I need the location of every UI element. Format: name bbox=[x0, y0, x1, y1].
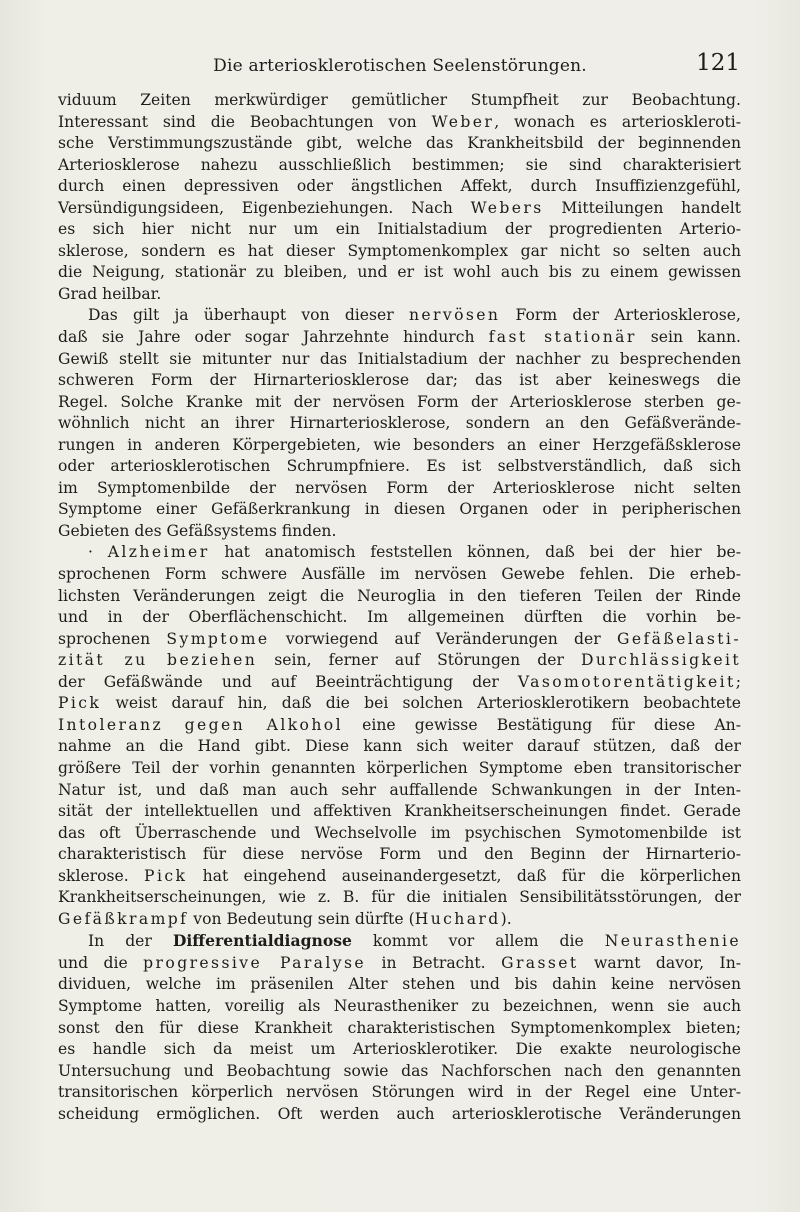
text-segment: hat eingehend auseinandergesetzt, daß für die körperlichen bbox=[187, 866, 741, 885]
text-segment: von Bedeutung sein dürfte ( bbox=[188, 909, 415, 928]
text-segment: größere Teil der vorhin genannten körperlichen Symptome eben transitorischer bbox=[58, 758, 741, 777]
text-segment: Grad heilbar. bbox=[58, 284, 162, 303]
text-segment: sklerose, sondern es hat dieser Symptomenkomplex gar nicht so selten auch bbox=[58, 241, 741, 260]
text-line bbox=[58, 715, 741, 737]
text-line bbox=[58, 1018, 741, 1040]
text-segment: Regel. Solche Kranke mit der nervösen Form der Arteriosklerose sterben ge- bbox=[58, 392, 741, 411]
text-line bbox=[58, 413, 741, 435]
text-segment: die Neigung, stationär zu bleiben, und er ist wohl auch bis zu einem gewissen bbox=[58, 263, 741, 282]
text-segment: transitorischen körperlich nervösen Störungen wird in der Regel eine Unter- bbox=[58, 1083, 741, 1102]
text-segment: daß sie Jahre oder sogar Jahrzehnte hindurch bbox=[58, 328, 489, 347]
body-text bbox=[58, 90, 741, 1125]
text-segment: sität der intellektuellen und affektiven Krankheitserscheinungen findet. Gerade bbox=[58, 802, 741, 821]
running-title: Die arteriosklerotischen Seelenstörungen. bbox=[213, 56, 587, 76]
text-segment: es handle sich da meist um Arteriosklerotiker. Die exakte neurologische bbox=[58, 1040, 741, 1059]
text-segment: eine gewisse Bestätigung für diese An- bbox=[342, 715, 741, 734]
text-line bbox=[58, 176, 741, 198]
text-segment: das oft Überraschende und Wechselvolle im psychischen Symotomenbilde ist bbox=[58, 823, 741, 842]
emphasized-text: zität zu beziehen bbox=[58, 651, 258, 670]
emphasized-text: Symptome bbox=[166, 629, 270, 648]
emphasized-text: Durchlässigkeit bbox=[581, 651, 741, 670]
text-line bbox=[58, 478, 741, 500]
text-line bbox=[58, 693, 741, 715]
emphasized-text: fast stationär bbox=[488, 328, 637, 347]
text-line bbox=[58, 1082, 741, 1104]
text-line bbox=[58, 672, 741, 694]
text-line bbox=[58, 844, 741, 866]
emphasized-text: Huchard bbox=[414, 909, 501, 928]
text-segment: Gewiß stellt sie mitunter nur das Initialstadium der nachher zu besprechenden bbox=[58, 349, 741, 368]
text-segment: ). bbox=[500, 909, 512, 928]
text-segment: Arteriosklerose nahezu ausschließlich bestimmen; sie sind charakterisiert bbox=[58, 155, 741, 174]
emphasized-text: Pick bbox=[144, 866, 188, 885]
page-number: 121 bbox=[696, 50, 740, 76]
text-line bbox=[58, 909, 741, 931]
text-segment: Gebieten des Gefäßsystems finden. bbox=[58, 521, 337, 540]
text-line bbox=[58, 241, 741, 263]
emphasized-text: Pick bbox=[58, 694, 102, 713]
text-segment: In der bbox=[88, 932, 173, 951]
text-segment: ; bbox=[735, 672, 741, 691]
emphasized-text: Alzheimer bbox=[107, 543, 210, 562]
emphasized-text: Gefäßelasti- bbox=[616, 629, 741, 648]
text-line bbox=[58, 456, 741, 478]
text-line bbox=[58, 780, 741, 802]
text-line bbox=[58, 866, 741, 888]
text-line bbox=[58, 499, 741, 521]
text-segment: sche Verstimmungszustände gibt, welche das Krankheitsbild der beginnenden bbox=[58, 134, 741, 153]
text-line bbox=[58, 284, 741, 306]
text-segment: sprochenen bbox=[58, 629, 167, 648]
text-line bbox=[58, 155, 741, 177]
text-segment: vorwiegend auf Veränderungen der bbox=[269, 629, 617, 648]
text-line bbox=[58, 542, 741, 564]
text-segment: viduum Zeiten merkwürdiger gemütlicher Stumpfheit zur Beobachtung. bbox=[58, 91, 741, 109]
text-line bbox=[58, 198, 741, 220]
text-line bbox=[58, 327, 741, 349]
emphasized-text: nervösen bbox=[408, 306, 501, 325]
text-line bbox=[58, 435, 741, 457]
emphasized-text: Webers bbox=[470, 198, 544, 217]
text-line bbox=[58, 90, 741, 112]
emphasized-text: Gefäßkrampf bbox=[58, 909, 189, 928]
text-line bbox=[58, 801, 741, 823]
text-segment: Symptome einer Gefäßerkrankung in diesen Organen oder in peripherischen bbox=[58, 500, 741, 519]
text-segment: und die bbox=[58, 953, 144, 972]
emphasized-text: Weber bbox=[431, 112, 495, 131]
text-segment: sein kann. bbox=[636, 328, 741, 347]
text-segment: Das gilt ja überhaupt von dieser bbox=[88, 306, 409, 325]
text-line bbox=[58, 607, 741, 629]
text-line bbox=[58, 996, 741, 1018]
text-segment: dividuen, welche im präsenilen Alter stehen und bis dahin keine nervösen bbox=[58, 975, 741, 994]
text-segment: und in der Oberflächenschicht. Im allgemeinen dürften die vorhin be- bbox=[58, 608, 741, 627]
text-line bbox=[58, 370, 741, 392]
text-segment: weist darauf hin, daß die bei solchen Arteriosklerotikern beobachtete bbox=[101, 694, 741, 713]
text-segment: sklerose. bbox=[58, 866, 145, 885]
text-line bbox=[58, 823, 741, 845]
text-line bbox=[58, 219, 741, 241]
text-segment: Symptome hatten, voreilig als Neurastheniker zu bezeichnen, wenn sie auch bbox=[58, 996, 741, 1015]
text-segment: Form der Arteriosklerose, bbox=[500, 306, 741, 325]
text-segment: kommt vor allem die bbox=[351, 932, 605, 951]
emphasized-text: Intoleranz gegen Alkohol bbox=[58, 715, 343, 734]
text-line bbox=[58, 392, 741, 414]
text-segment: scheidung ermöglichen. Oft werden auch arteriosklerotische Veränderungen bbox=[58, 1104, 741, 1123]
text-segment: charakteristisch für diese nervöse Form und den Beginn der Hirnarterio- bbox=[58, 845, 741, 864]
text-segment: im Symptomenbilde der nervösen Form der Arteriosklerose nicht selten bbox=[58, 478, 741, 497]
text-segment: Untersuchung und Beobachtung sowie das Nachforschen nach den genannten bbox=[58, 1061, 741, 1080]
text-segment: hat anatomisch feststellen können, daß bei der hier be- bbox=[209, 543, 741, 562]
text-segment: wöhnlich nicht an ihrer Hirnarteriosklerose, sondern an den Gefäßverände- bbox=[58, 414, 741, 433]
text-line bbox=[58, 305, 741, 327]
text-line bbox=[58, 758, 741, 780]
text-line bbox=[58, 736, 741, 758]
text-segment: sein, ferner auf Störungen der bbox=[257, 651, 582, 670]
text-line bbox=[58, 953, 741, 975]
text-segment: , wonach es arterioskleroti- bbox=[494, 112, 741, 131]
text-segment: Versündigungsideen, Eigenbeziehungen. Nach bbox=[58, 198, 471, 217]
text-segment: lichsten Veränderungen zeigt die Neuroglia in den tieferen Teilen der Rinde bbox=[58, 586, 741, 605]
text-segment: es sich hier nicht nur um ein Initialstadium der progredienten Arterio- bbox=[58, 220, 741, 239]
text-line bbox=[58, 262, 741, 284]
text-line bbox=[58, 930, 741, 953]
text-line bbox=[58, 1039, 741, 1061]
text-segment: in Betracht. bbox=[366, 953, 502, 972]
text-line bbox=[58, 521, 741, 543]
text-segment: rungen in anderen Körpergebieten, wie besonders an einer Herzgefäßsklerose bbox=[58, 435, 741, 454]
emphasized-text: Grasset bbox=[501, 953, 579, 972]
text-line bbox=[58, 133, 741, 155]
text-line bbox=[58, 974, 741, 996]
text-line bbox=[58, 1061, 741, 1083]
text-segment: durch einen depressiven oder ängstlichen Affekt, durch Insuffizienzgefühl, bbox=[58, 177, 741, 196]
text-segment: Natur ist, und daß man auch sehr auffallende Schwankungen in der Inten- bbox=[58, 780, 741, 799]
text-segment: sonst den für diese Krankheit charakteristischen Symptomenkomplex bieten; bbox=[58, 1018, 741, 1037]
text-segment: sprochenen Form schwere Ausfälle im nervösen Gewebe fehlen. Die erheb- bbox=[58, 565, 741, 584]
text-line bbox=[58, 349, 741, 371]
text-segment: Krankheitserscheinungen, wie z. B. für die initialen Sensibilitätsstörungen, der bbox=[58, 888, 741, 907]
bold-text: Differentialdiagnose bbox=[172, 931, 352, 951]
text-segment: · bbox=[88, 543, 108, 562]
text-line bbox=[58, 887, 741, 909]
emphasized-text: Vasomotorentätigkeit bbox=[517, 672, 736, 691]
text-segment: Interessant sind die Beobachtungen von bbox=[58, 112, 432, 131]
text-line bbox=[58, 1104, 741, 1126]
page-header bbox=[60, 50, 740, 82]
text-segment: der Gefäßwände und auf Beeinträchtigung der bbox=[58, 672, 518, 691]
text-segment: oder arteriosklerotischen Schrumpfniere. Es ist selbstverständlich, daß sich bbox=[58, 457, 741, 476]
emphasized-text: progressive Paralyse bbox=[143, 953, 367, 972]
text-line bbox=[58, 650, 741, 672]
text-segment: Mitteilungen handelt bbox=[543, 198, 741, 217]
text-segment: nahme an die Hand gibt. Diese kann sich weiter darauf stützen, daß der bbox=[58, 737, 741, 756]
emphasized-text: Neurasthenie bbox=[604, 932, 741, 951]
text-segment: schweren Form der Hirnarteriosklerose dar; das ist aber keineswegs die bbox=[58, 371, 741, 390]
text-segment: warnt davor, In- bbox=[578, 953, 742, 972]
text-line bbox=[58, 564, 741, 586]
text-line bbox=[58, 112, 741, 134]
text-line bbox=[58, 629, 741, 651]
text-line bbox=[58, 586, 741, 608]
